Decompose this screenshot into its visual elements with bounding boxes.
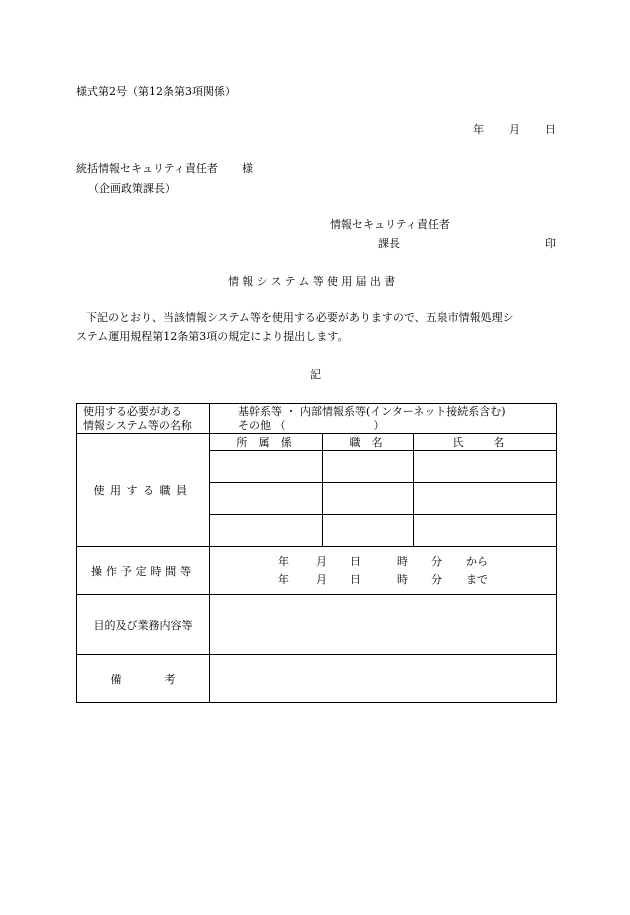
schedule-label-cell: 操作予定時間等 <box>77 547 210 595</box>
remarks-content-cell[interactable] <box>210 655 557 703</box>
schedule-from-day: 日 <box>350 554 361 568</box>
form-number: 様式第2号（第12条第3項関係） <box>76 85 236 98</box>
schedule-to-day: 日 <box>350 572 361 586</box>
staff-label-cell: 使用する職員 <box>77 434 210 547</box>
staff-position-cell[interactable] <box>323 515 414 547</box>
staff-header-row <box>77 434 557 451</box>
body-text-line2: ステム運用規程第12条第3項の規定により提出します。 <box>76 330 349 343</box>
sender-role: 情報セキュリティ責任者 <box>330 218 450 231</box>
schedule-to-suffix: まで <box>466 572 488 586</box>
staff-position-cell[interactable] <box>323 451 414 483</box>
system-label-cell <box>77 404 210 434</box>
schedule-from-minute: 分 <box>431 554 442 568</box>
col-position-header: 職 名 <box>323 434 414 451</box>
system-option-2: その他 （ ） <box>238 418 385 432</box>
col-affiliation-header: 所 属 係 <box>210 434 323 451</box>
schedule-from-hour: 時 <box>397 554 408 568</box>
sender-position: 課長 <box>378 237 400 250</box>
schedule-to-hour: 時 <box>397 572 408 586</box>
schedule-from-suffix: から <box>466 554 488 568</box>
note-mark: 記 <box>310 368 321 381</box>
staff-name-cell[interactable] <box>414 451 557 483</box>
system-label-line2: 情報システム等の名称 <box>83 418 192 432</box>
schedule-to-minute: 分 <box>431 572 442 586</box>
schedule-cell[interactable] <box>210 547 557 595</box>
addressee-department: （企画政策課長） <box>88 182 176 195</box>
body-text-line1: 下記のとおり、当該情報システム等を使用する必要がありますので、五泉市情報処理シ <box>86 311 514 324</box>
purpose-content-cell[interactable] <box>210 595 557 655</box>
col-name-header: 氏 名 <box>414 434 557 451</box>
remarks-label-cell: 備 考 <box>77 655 210 703</box>
remarks-row <box>77 655 557 703</box>
schedule-to-month: 月 <box>316 572 327 586</box>
staff-affiliation-cell[interactable] <box>210 515 323 547</box>
system-options-cell <box>210 404 557 434</box>
staff-affiliation-cell[interactable] <box>210 483 323 515</box>
staff-affiliation-cell[interactable] <box>210 451 323 483</box>
schedule-to-year: 年 <box>278 572 289 586</box>
addressee-honorific: 様 <box>242 162 253 175</box>
staff-position-cell[interactable] <box>323 483 414 515</box>
addressee-title: 統括情報セキュリティ責任者 <box>76 162 218 175</box>
schedule-row <box>77 547 557 595</box>
staff-name-cell[interactable] <box>414 483 557 515</box>
date-day-label: 日 <box>545 123 556 136</box>
purpose-label-cell: 目的及び業務内容等 <box>77 595 210 655</box>
system-row <box>77 404 557 434</box>
system-label-line1: 使用する必要がある <box>83 404 182 418</box>
system-option-1: 基幹系等 ・ 内部情報系等(インターネット接続系含む) <box>238 404 506 418</box>
schedule-from-year: 年 <box>278 554 289 568</box>
date-month-label: 月 <box>509 123 520 136</box>
seal-mark: 印 <box>545 237 556 250</box>
form-table <box>76 403 557 703</box>
staff-name-cell[interactable] <box>414 515 557 547</box>
schedule-from-month: 月 <box>316 554 327 568</box>
document-title: 情報システム等使用届出書 <box>228 275 399 288</box>
date-year-label: 年 <box>473 123 484 136</box>
purpose-row <box>77 595 557 655</box>
